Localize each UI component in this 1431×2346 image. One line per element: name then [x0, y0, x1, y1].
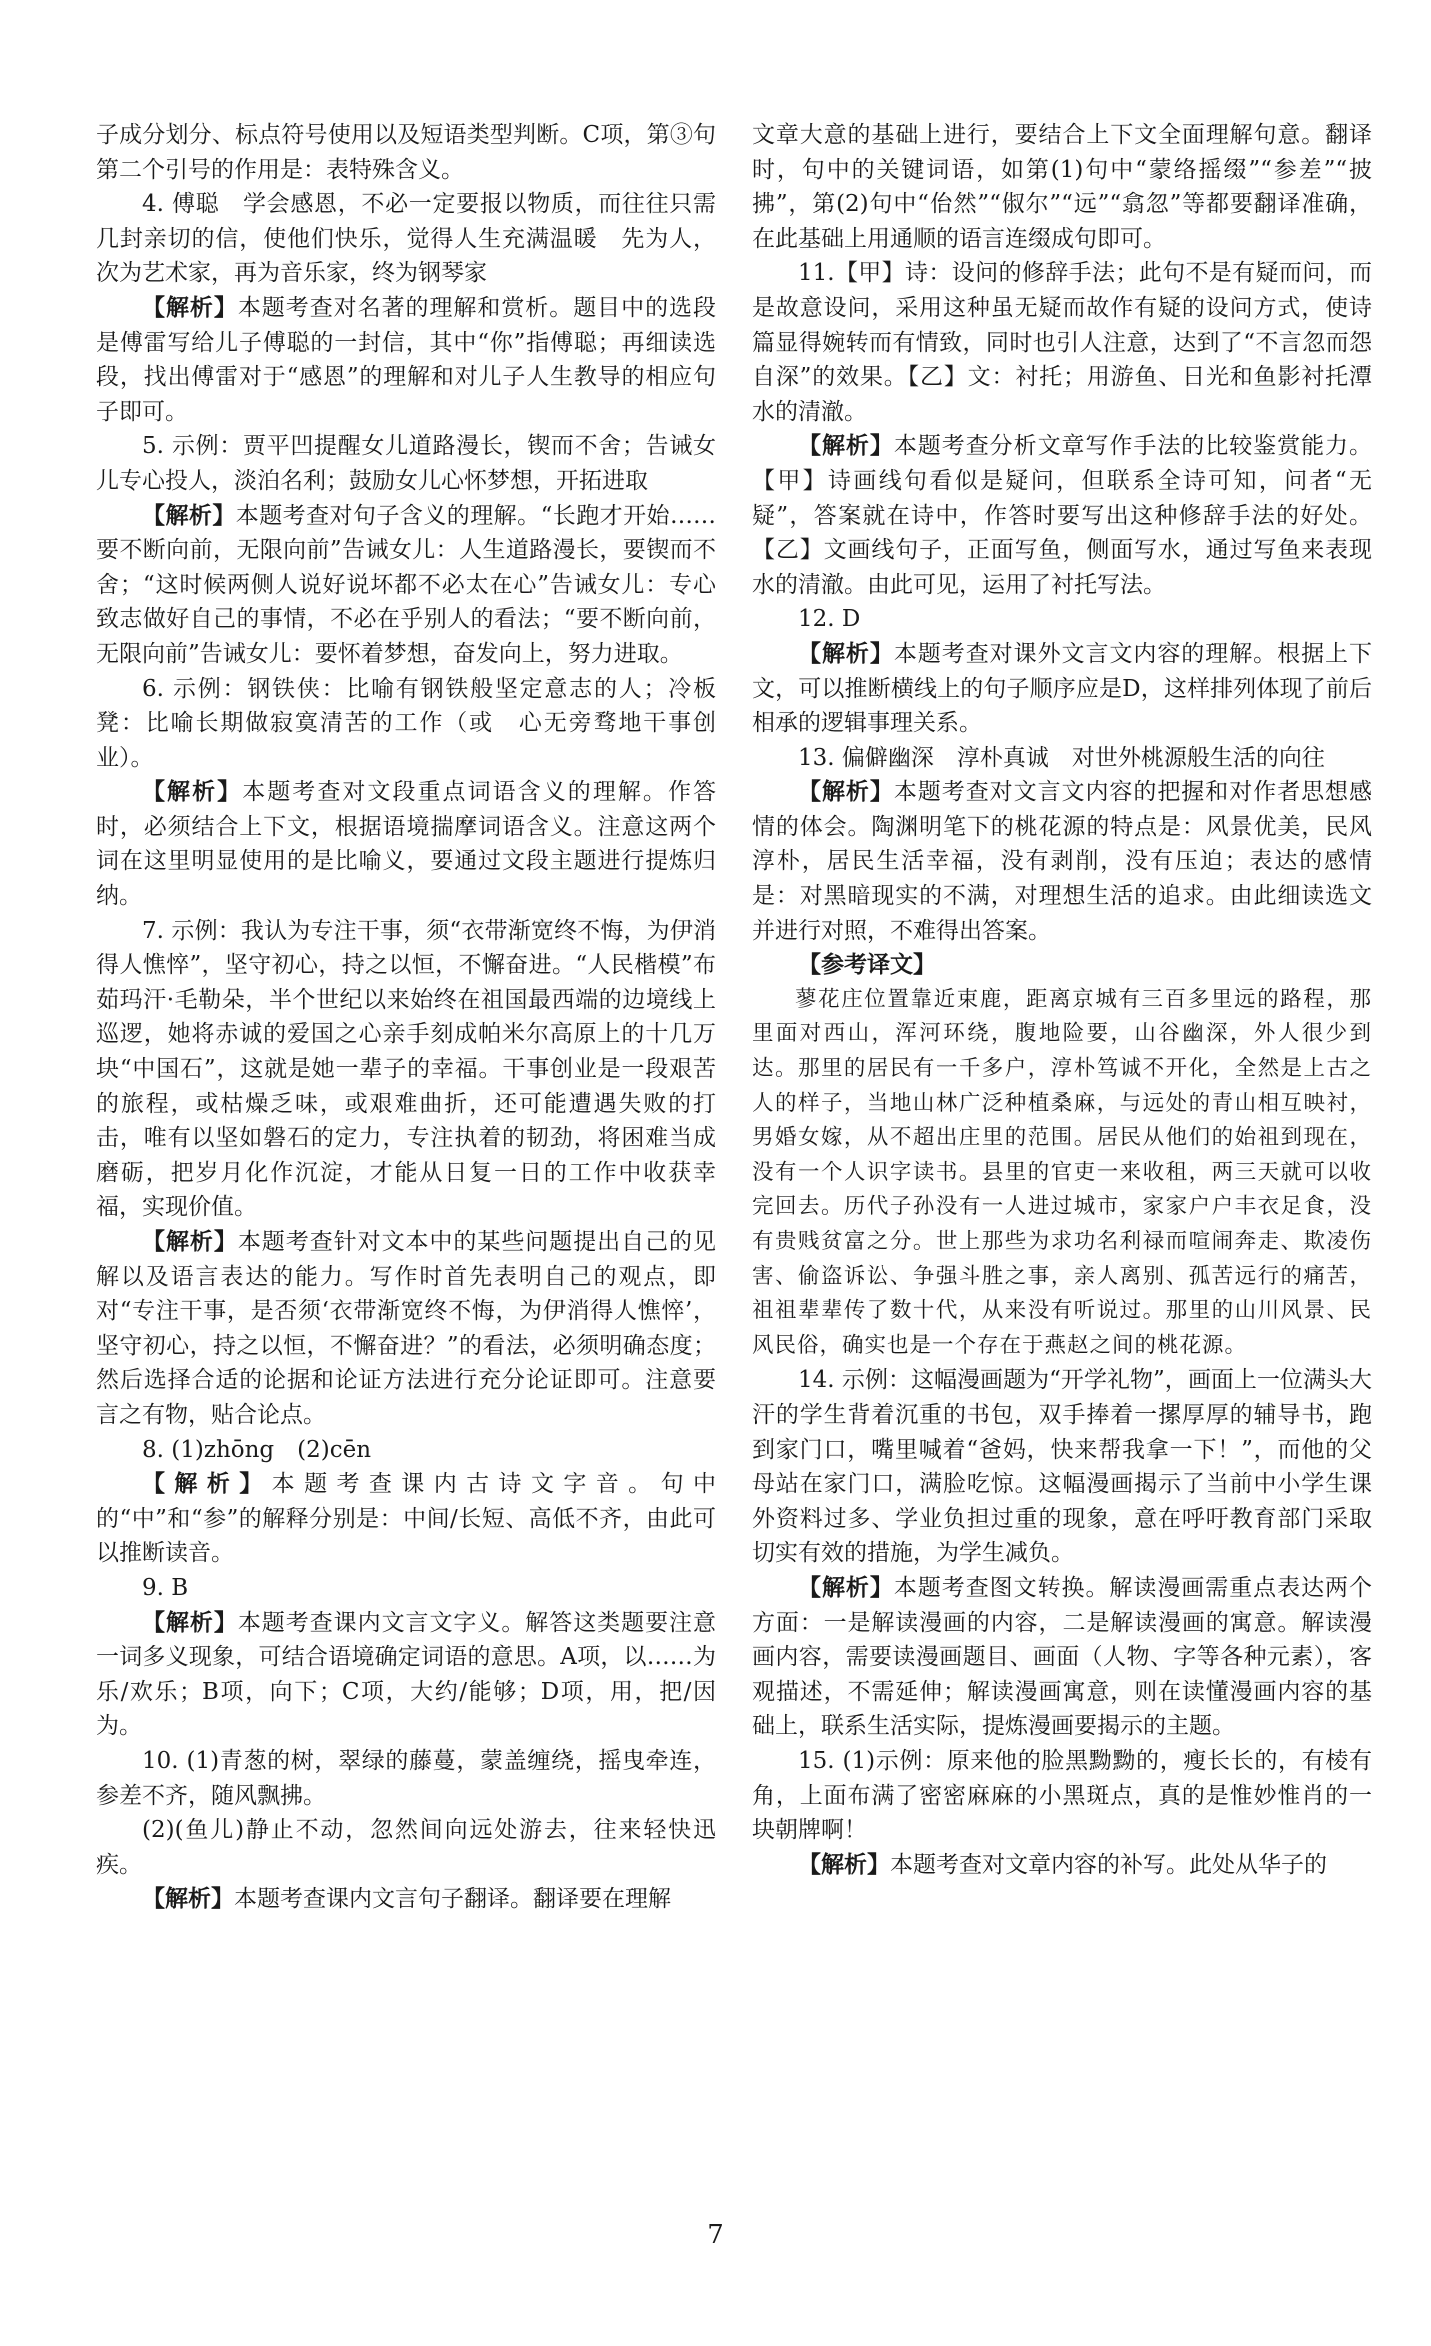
answer-number: 11.: [798, 260, 835, 287]
analysis-label: 【解析】: [798, 639, 894, 667]
analysis-text: 本题考查课内古诗文字音。句中的“中”和“参”的解释分别是：中间/长短、高低不齐，由此可以推断读音。: [96, 1471, 717, 1567]
analysis-14: [752, 1571, 1372, 1744]
analysis-label: 【解析】: [142, 1470, 272, 1498]
analysis-11: [752, 429, 1372, 602]
left-column: [96, 118, 716, 1917]
analysis-text: 本题考查对名著的理解和赏析。题目中的选段是傅雷写给儿子傅聪的一封信，其中“你”指傅聪；再细读选段，找出傅雷对于“感恩”的理解和对儿子人生教导的相应句子即可。: [96, 294, 717, 425]
answer-4: 4. 傅聪 学会感恩，不必一定要报以物质，而往往只需几封亲切的信，使他们快乐，觉得人生充满温暖 先为人，次为艺术家，再为音乐家，终为钢琴家: [96, 191, 716, 287]
analysis-text: 本题考查对文段重点词语含义的理解。作答时，必须结合上下文，根据语境揣摩词语含义。注意这两个词在这里明显使用的是比喻义，要通过文段主题进行提炼归纳。: [96, 779, 717, 910]
jia-label: 【甲】: [752, 467, 829, 494]
translation-heading: [752, 948, 1372, 983]
analysis-text: 本题考查分析文章写作手法的比较鉴赏能力。: [893, 433, 1373, 460]
analysis-text: 本题考查对课外文言文内容的理解。根据上下文，可以推断横线上的句子顺序应是D，这样排列体现了前后相承的逻辑事理关系。: [752, 640, 1373, 737]
yi-label: 【乙】: [752, 537, 824, 564]
analysis-label: 【解析】: [142, 778, 243, 806]
jia-label: 【甲】: [834, 260, 906, 287]
analysis-6: [96, 775, 716, 913]
translation-label: 【参考译文】: [798, 951, 936, 979]
paragraph: 子成分划分、标点符号使用以及短语类型判断。C项，第③句第二个引号的作用是：表特殊含义。: [96, 122, 716, 183]
answer-10-2: (2)(鱼儿)静止不动，忽然间向远处游去，往来轻快迅疾。: [96, 1817, 716, 1878]
right-column: [752, 118, 1372, 1882]
analysis-7: [96, 1225, 716, 1433]
analysis-15: [752, 1848, 1372, 1883]
answer-14: 14. 示例：这幅漫画题为“开学礼物”，画面上一位满头大汗的学生背着沉重的书包，双手捧着一摞厚厚的辅导书，跑到家门口，嘴里喊着“爸妈，快来帮我拿一下！”，而他的父母站在家门口，满脸吃惊。这幅漫画揭示了当前中小学生课外资料过多、学业负担过重的现象，意在呼吁教育部门采取切实有效的措施，为学生减负。: [752, 1367, 1372, 1567]
analysis-text: 本题考查对文言文内容的把握和对作者思想感情的体会。陶渊明笔下的桃花源的特点是：风景优美，民风淳朴，居民生活幸福，没有剥削，没有压迫；表达的感情是：对黑暗现实的不满，对理想生活的追求。由此细读选文并进行对照，不难得出答案。: [752, 779, 1373, 944]
answer-5: 5. 示例：贾平凹提醒女儿道路漫长，锲而不舍；告诫女儿专心投人，淡泊名利；鼓励女儿心怀梦想，开拓进取: [96, 433, 716, 494]
analysis-text: 本题考查对文章内容的补写。此处从华子的: [890, 1851, 1327, 1878]
analysis-13: [752, 775, 1372, 948]
answer-15: 15. (1)示例：原来他的脸黑黝黝的，瘦长长的，有棱有角，上面布满了密密麻麻的小黑斑点，真的是惟妙惟肖的一块朝牌啊！: [752, 1747, 1372, 1844]
page-number: 7: [707, 2220, 724, 2250]
answer-text: 诗：设问的修辞手法；此句不是有疑而问，而是故意设问，采用这种虽无疑而故作有疑的设问方式，使诗篇显得婉转而有情致，同时也引人注意，达到了“不言忽而怨自深”的效果。: [752, 260, 1373, 391]
answer-10-1: 10. (1)青葱的树，翠绿的藤蔓，蒙盖缠绕，摇曳牵连，参差不齐，随风飘拂。: [96, 1747, 716, 1809]
analysis-12: [752, 637, 1372, 741]
reference-translation: 蓼花庄位置靠近束鹿，距离京城有三百多里远的路程，那里面对西山，浑河环绕，腹地险要，山谷幽深，外人很少到达。那里的居民有一千多户，淳朴笃诚不开化，全然是上古之人的样子，当地山林广泛种植桑麻，与远处的青山相互映衬，男婚女嫁，从不超出庄里的范围。居民从他们的始祖到现在，没有一个人识字读书。县里的官吏一来收租，两三天就可以收完回去。历代子孙没有一人进过城市，家家户户丰衣足食，没有贵贱贫富之分。世上那些为求功名利禄而喧闹奔走、欺凌伤害、偷盗诉讼、争强斗胜之事，亲人离别、孤苦远行的痛苦，祖祖辈辈传了数十代，从来没有听说过。那里的山川风景、民风民俗，确实也是一个存在于燕赵之间的桃花源。: [752, 986, 1372, 1358]
answer-7: 7. 示例：我认为专注干事，须“衣带渐宽终不悔，为伊消得人憔悴”，坚守初心，持之以恒，不懈奋进。“人民楷模”布茹玛汗·毛勒朵，半个世纪以来始终在祖国最西端的边境线上巡逻，她将赤诚的爱国之心亲手刻成帕米尔高原上的十几万块“中国石”，这就是她一辈子的幸福。干事创业是一段艰苦的旅程，或枯燥乏味，或艰难曲折，还可能遭遇失败的打击，唯有以坚如磐石的定力，专注执着的韧劲，将困难当成磨砺，把岁月化作沉淀，才能从日复一日的工作中收获幸福，实现价值。: [96, 917, 716, 1221]
analysis-label: 【解析】: [142, 501, 236, 529]
yi-label: 【乙】: [907, 364, 968, 391]
analysis-4: [96, 291, 716, 429]
analysis-text: 本题考查针对文本中的某些问题提出自己的见解以及语言表达的能力。写作时首先表明自己的观点，即对“专注干事，是否须‘衣带渐宽终不悔，为伊消得人憔悴’，坚守初心，持之以恒，不懈奋进？”的看法，必须明确态度；然后选择合适的论据和论证方法进行充分论证即可。注意要言之有物，贴合论点。: [96, 1229, 717, 1428]
answer-6: 6. 示例：钢铁侠：比喻有钢铁般坚定意志的人；冷板凳：比喻长期做寂寞清苦的工作（或 心无旁骛地干事创业）。: [96, 675, 716, 771]
analysis-label: 【解析】: [798, 1573, 894, 1601]
analysis-text: 文画线句子，正面写鱼，侧面写水，通过写鱼来表现水的清澈。由此可见，运用了衬托写法。: [752, 537, 1373, 598]
analysis-9: [96, 1606, 716, 1744]
paragraph: 文章大意的基础上进行，要结合上下文全面理解句意。翻译时，句中的关键词语，如第(1)句中“蒙络摇缀”“参差”“披拂”，第(2)句中“佁然”“俶尔”“远”“翕忽”等都要翻译准确，在此基础上用通顺的语言连缀成句即可。: [752, 122, 1372, 252]
answer-11: [752, 256, 1372, 429]
analysis-label: 【解析】: [798, 1850, 890, 1878]
analysis-label: 【解析】: [798, 432, 894, 460]
answer-13: 13. 偏僻幽深 淳朴真诚 对世外桃源般生活的向往: [798, 744, 1325, 771]
analysis-label: 【解析】: [142, 1228, 238, 1255]
answer-12: 12. D: [798, 606, 861, 633]
analysis-text: 本题考查课内文言句子翻译。翻译要在理解: [234, 1886, 671, 1913]
analysis-text: 本题考查课内文言文字义。解答这类题要注意一词多义现象，可结合语境确定词语的意思。A项，以……为乐/欢乐；B项，向下；C项，大约/能够；D项，用，把/因为。: [96, 1609, 717, 1740]
analysis-text: 本题考查对句子含义的理解。“长跑才开始……要不断向前，无限向前”告诫女儿：人生道路漫长，要锲而不舍；“这时候两侧人说好说坏都不必太在心”告诫女儿：专心致志做好自己的事情，不必在乎别人的看法；“要不断向前，无限向前”告诫女儿：要怀着梦想，奋发向上，努力进取。: [96, 502, 716, 667]
analysis-label: 【解析】: [798, 778, 894, 806]
analysis-10: [96, 1882, 716, 1917]
answer-9: 9. B: [142, 1574, 189, 1601]
analysis-label: 【解析】: [142, 293, 238, 321]
answer-text: 文：衬托；用游鱼、日光和鱼影衬托潭水的清澈。: [752, 364, 1373, 425]
analysis-text: 诗画线句看似是疑问，但联系全诗可知，问者“无疑”，答案就在诗中，作答时要写出这种修辞手法的好处。: [752, 467, 1372, 529]
answer-8: 8. (1)zhōng (2)cēn: [142, 1436, 372, 1463]
analysis-5: [96, 499, 716, 672]
analysis-text: 本题考查图文转换。解读漫画需重点表达两个方面：一是解读漫画的内容，二是解读漫画的寓意。解读漫画内容，需要读漫画题目、画面（人物、字等各种元素），客观描述，不需延伸；解读漫画寓意，则在读懂漫画内容的基础上，联系生活实际，提炼漫画要揭示的主题。: [752, 1574, 1373, 1740]
analysis-label: 【解析】: [142, 1608, 238, 1636]
analysis-label: 【解析】: [142, 1885, 234, 1913]
analysis-8: [96, 1467, 716, 1571]
